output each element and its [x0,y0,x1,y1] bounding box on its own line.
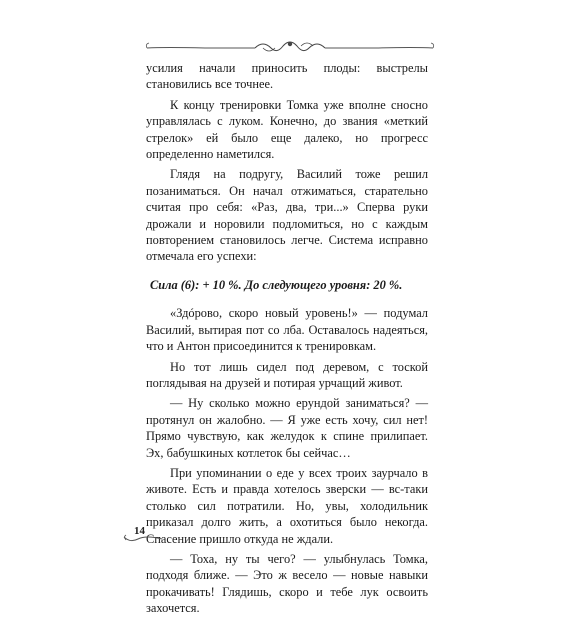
paragraph: — Тоха, ну ты чего? — улыбнулась Томка, подходя ближе. — Это ж весело — новые навыки прокачивать! Глядишь, скоро и тебе лук освоить захочется. [146,551,428,616]
bottom-ornament [122,531,164,545]
paragraph: — Ну сколько можно ерундой заниматься? — протянул он жалобно. — Я уже есть хочу, сил нет! Прямо чувствую, как желудок к спине прилипает. Эх, бабушкиных котлеток бы сейчас… [146,396,428,460]
page-body [146,60,428,617]
top-ornament [145,36,435,56]
paragraph: К концу тренировки Томка уже вполне сносно управлялась с луком. Конечно, до звания «меткий стрелок» ей было еще далеко, но прогресс определенно наметился. [146,97,428,162]
page-number: 14 [134,525,145,537]
paragraph: «Здóрово, скоро новый уровень!» — подумал Василий, вытирая пот со лба. Оставалось надеяться, что и Антон присоединится к тренировкам. [146,306,428,354]
paragraph: усилия начали приносить плоды: выстрелы становились все точнее. [146,61,428,92]
paragraph: Но тот лишь сидел под деревом, с тоской поглядывая на друзей и потирая урчащий живот. [146,359,428,390]
paragraph: Глядя на подругу, Василий тоже решил позаниматься. Он начал отжиматься, старательно считая про себя: «Раз, два, три...» Сперва руки дрожали и норовили подломиться, но с каждым повторением становилось легче. Система исправно отмечала его успехи: [146,167,428,264]
paragraph: При упоминании о еде у всех троих заурчало в животе. Есть и правда хотелось зверски — вс-таки столько сил потратили. Но, увы, холодильник приказал долго жить, а охотиться было некогда. Спасение пришло откуда не ждали. [146,465,428,546]
system-message: Сила (6): + 10 %. До следующего уровня: 20 %. [150,277,403,292]
